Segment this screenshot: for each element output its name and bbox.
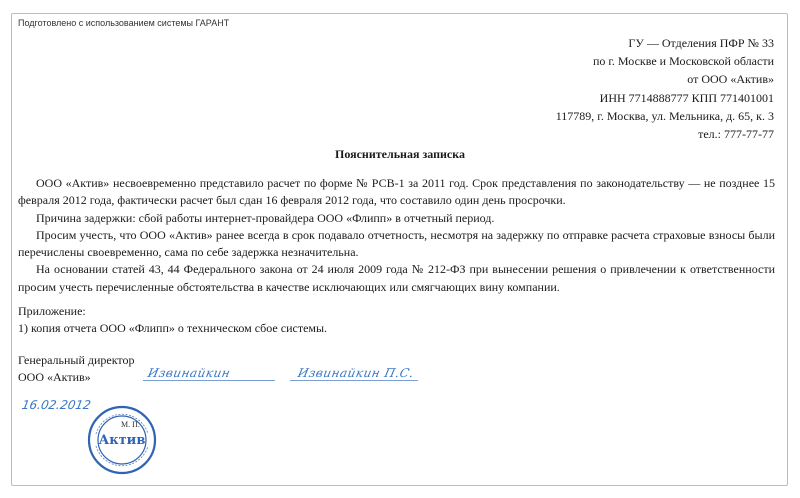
body-paragraph: ООО «Актив» несвоевременно представило расчет по форме № РСВ-1 за 2011 год. Срок представления по законодательству — не позднее 15 февраля 2012 года, фактически расчет был сдан 16 февраля 2012 года, что составило один день просрочки. bbox=[18, 176, 775, 208]
signer-block bbox=[18, 352, 135, 387]
addressee-line: ИНН 7714888777 КПП 771401001 bbox=[599, 90, 774, 105]
attachment-item: 1) копия отчета ООО «Флипп» о техническом сбое системы. bbox=[18, 321, 328, 336]
document-body bbox=[18, 175, 775, 296]
addressee-line: ГУ — Отделения ПФР № 33 bbox=[628, 36, 774, 50]
body-paragraph: Причина задержки: сбой работы интернет-провайдера ООО «Флипп» в отчетный период. bbox=[36, 210, 495, 225]
body-paragraph: На основании статей 43, 44 Федерального закона от 24 июля 2009 года № 212-ФЗ при вынесении решения о привлечении к ответственности просим учесть перечисленные обстоятельства в качестве исключающих или смягчающих вину компании. bbox=[18, 262, 775, 294]
body-paragraph: Просим учесть, что ООО «Актив» ранее всегда в срок подавало отчетность, несмотря на задержку по отправке расчета страховые взносы были перечислены своевременно, сама по себе задержка незначительна. bbox=[18, 227, 775, 260]
handwritten-date: 16.02.2012 bbox=[20, 398, 92, 412]
addressee-line: по г. Москве и Московской области bbox=[592, 54, 774, 69]
attachment-heading: Приложение: bbox=[18, 304, 86, 318]
handwritten-signature: Извинайкин bbox=[146, 366, 232, 380]
stamp-text: Актив bbox=[98, 433, 146, 448]
addressee-line: от ООО «Актив» bbox=[687, 72, 774, 87]
handwritten-name: Извинайкин П.С. bbox=[296, 366, 416, 380]
attachment-block bbox=[18, 303, 327, 338]
company-stamp bbox=[86, 404, 158, 476]
source-note: Подготовлено с использованием системы ГАРАНТ bbox=[18, 18, 230, 28]
document-title: Пояснительная записка bbox=[334, 147, 465, 161]
addressee-block bbox=[556, 34, 774, 143]
name-line bbox=[290, 380, 418, 381]
signer-company: ООО «Актив» bbox=[18, 370, 91, 385]
addressee-line: 117789, г. Москва, ул. Мельника, д. 65, к. 3 bbox=[555, 108, 774, 123]
stamp-label: М. П. bbox=[121, 420, 140, 429]
signature-line bbox=[143, 380, 275, 381]
signer-position: Генеральный директор bbox=[18, 353, 135, 367]
addressee-line: тел.: 777-77-77 bbox=[698, 127, 774, 142]
